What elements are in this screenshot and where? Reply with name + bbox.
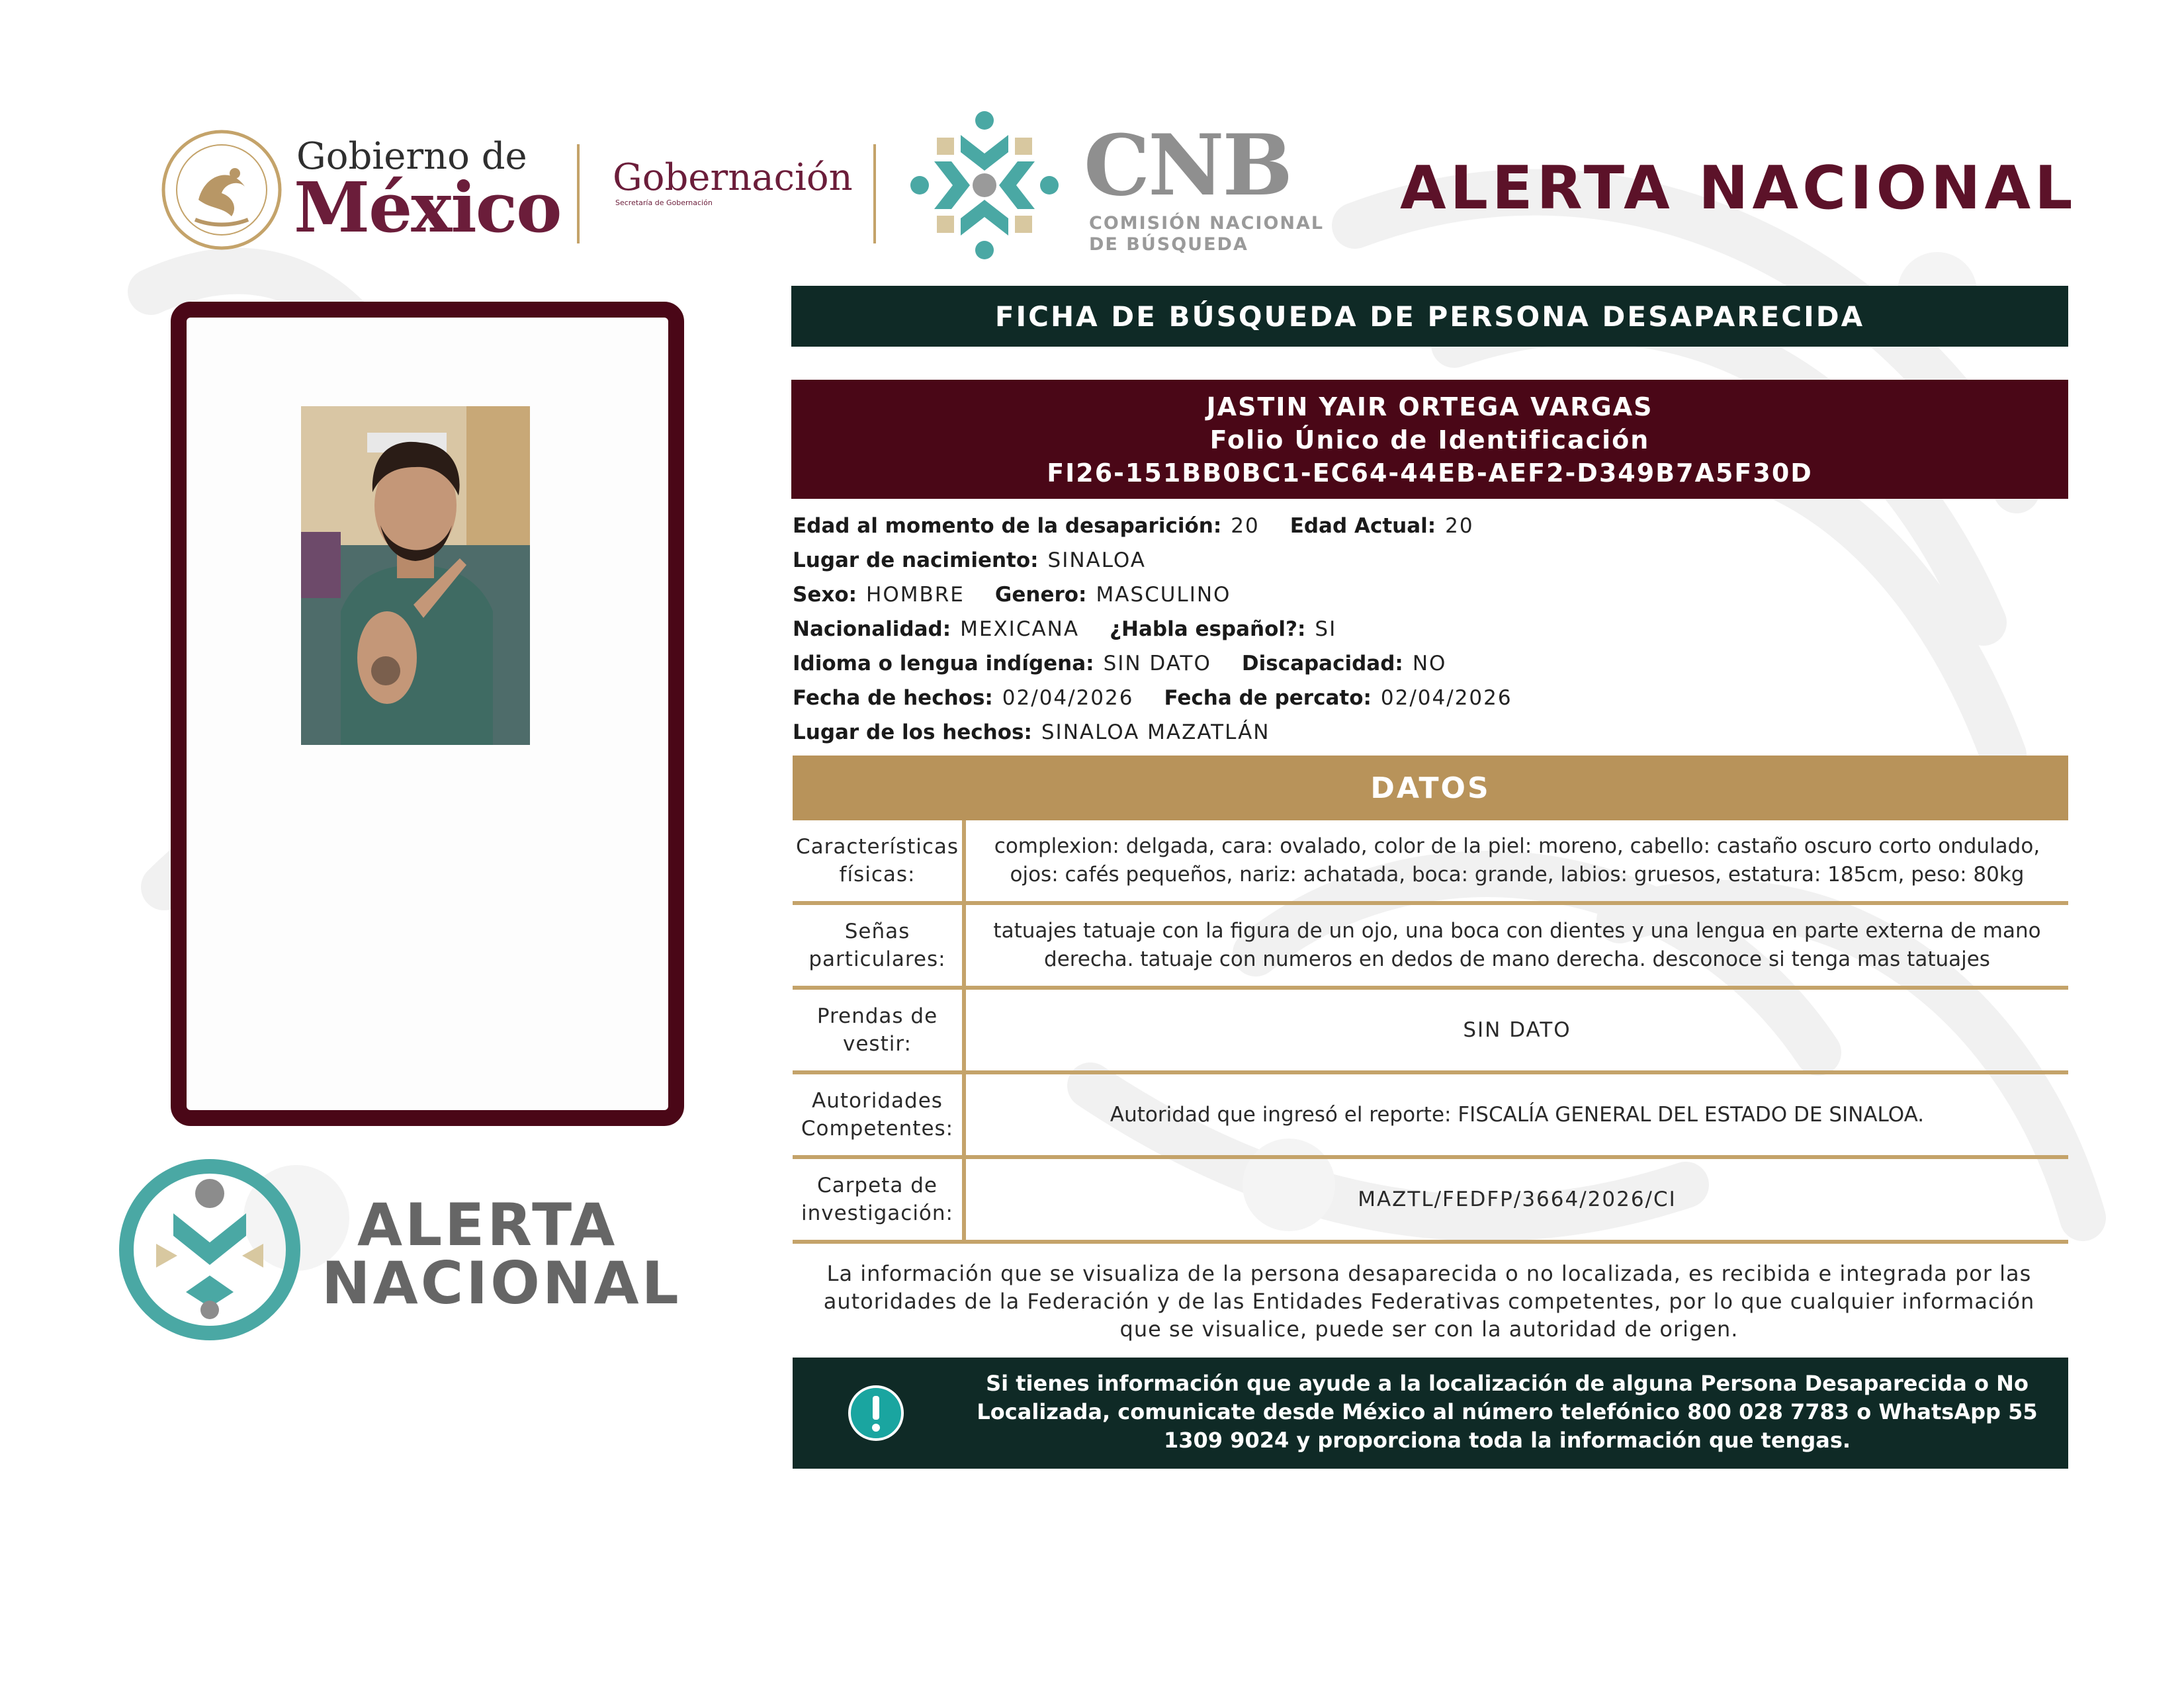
contact-text: Si tienes información que ayude a la localización de alguna Persona Desaparecida o No Localizada, comunicate desde México al número telefónico 800 028 7783 o WhatsApp 55 1309 9024 y proporciona toda la información que tengas. [977, 1371, 2038, 1453]
info-line-ages [793, 509, 2068, 542]
bottom-logo-line1: ALERTA [357, 1191, 618, 1259]
label-edad-desap: Edad al momento de la desaparición: [793, 514, 1222, 538]
ministry-title: Gobernación [613, 156, 853, 199]
header-divider [577, 144, 580, 243]
label-edad-actual: Edad Actual: [1289, 514, 1436, 538]
alerta-nacional-logo-icon [116, 1156, 303, 1343]
cnb-subtitle-line2: DE BÚSQUEDA [1089, 234, 1248, 255]
person-name: JASTIN YAIR ORTEGA VARGAS [1206, 392, 1653, 421]
gov-title-line1: Gobierno de [296, 135, 527, 178]
label-nacionalidad: Nacionalidad: [793, 617, 951, 641]
info-line-dates [793, 681, 2068, 714]
disclaimer-text: La información que se visualiza de la persona desaparecida o no localizada, es recibida e integrada por las autoridades de la Federación y de las Entidades Federativas competentes, por lo que cualquier información que se visualice, puede ser con la autoridad de origen. [823, 1261, 2035, 1342]
info-line-birthplace [793, 544, 2068, 577]
datos-row-label: Características físicas: [793, 820, 966, 901]
cnb-subtitle-line1: COMISIÓN NACIONAL [1089, 213, 1325, 234]
folio-label: Folio Único de Identificación [1209, 425, 1650, 454]
datos-row [793, 820, 2068, 905]
info-line-sex [793, 578, 2068, 611]
info-line-place [793, 716, 2068, 749]
datos-row-label: Señas particulares: [793, 905, 966, 986]
contact-bar [793, 1358, 2068, 1469]
value-sexo: HOMBRE [866, 583, 965, 607]
cnb-title: CNB [1084, 116, 1291, 214]
datos-row [793, 1159, 2068, 1244]
datos-row-label: Autoridades Competentes: [793, 1074, 966, 1155]
datos-row [793, 990, 2068, 1074]
value-fecha-hechos: 02/04/2026 [1002, 686, 1134, 710]
datos-row-value: Autoridad que ingresó el reporte: FISCALÍA GENERAL DEL ESTADO DE SINALOA. [1110, 1102, 1925, 1127]
header-divider [873, 144, 876, 243]
alert-title: ALERTA NACIONAL [1400, 153, 2077, 223]
ficha-title-bar: FICHA DE BÚSQUEDA DE PERSONA DESAPARECIDA [791, 286, 2068, 347]
value-espanol: SI [1315, 617, 1337, 641]
value-edad-actual: 20 [1445, 514, 1474, 538]
label-discapacidad: Discapacidad: [1241, 652, 1403, 675]
value-lugar-nac: SINALOA [1047, 548, 1146, 572]
label-fecha-percato: Fecha de percato: [1164, 686, 1372, 710]
datos-header: DATOS [793, 756, 2068, 820]
label-idioma: Idioma o lengua indígena: [793, 652, 1094, 675]
value-fecha-percato: 02/04/2026 [1380, 686, 1512, 710]
label-lugar-hechos: Lugar de los hechos: [793, 720, 1032, 744]
datos-row-label: Prendas de vestir: [793, 990, 966, 1070]
value-nacionalidad: MEXICANA [960, 617, 1080, 641]
folio-value: FI26-151BB0BC1-EC64-44EB-AEF2-D349B7A5F30D [1047, 458, 1813, 488]
person-photo [301, 406, 530, 745]
label-sexo: Sexo: [793, 583, 857, 607]
datos-row-value: MAZTL/FEDFP/3664/2026/CI [1358, 1187, 1677, 1211]
person-header [791, 380, 2068, 499]
exclamation-icon [847, 1384, 905, 1442]
value-idioma: SIN DATO [1103, 652, 1211, 675]
info-line-nationality [793, 613, 2068, 646]
datos-row-value: complexion: delgada, cara: ovalado, color de la piel: moreno, cabello: castaño oscuro corto ondulado, ojos: cafés pequeños, nariz: achatada, boca: grande, labios: gruesos, estatura: 185cm, peso: 80kg [994, 834, 2040, 887]
value-genero: MASCULINO [1096, 583, 1231, 607]
datos-row [793, 1074, 2068, 1159]
value-lugar-hechos: SINALOA MAZATLÁN [1041, 720, 1270, 744]
label-fecha-hechos: Fecha de hechos: [793, 686, 993, 710]
datos-row [793, 905, 2068, 990]
label-lugar-nac: Lugar de nacimiento: [793, 548, 1039, 572]
cnb-logo-icon [905, 106, 1064, 265]
gov-title-line2: México [294, 167, 561, 248]
info-line-language [793, 647, 2068, 680]
mexico-seal-icon [159, 127, 284, 253]
bottom-logo-line2: NACIONAL [322, 1249, 681, 1317]
value-discapacidad: NO [1412, 652, 1447, 675]
label-genero: Genero: [994, 583, 1087, 607]
ministry-subtitle: Secretaría de Gobernación [615, 198, 713, 207]
label-espanol: ¿Habla español?: [1110, 617, 1306, 641]
datos-row-label: Carpeta de investigación: [793, 1159, 966, 1240]
datos-row-value: SIN DATO [1463, 1017, 1571, 1042]
value-edad-desap: 20 [1231, 514, 1260, 538]
datos-row-value: tatuajes tatuaje con la figura de un ojo, una boca con dientes y una lengua en parte externa de mano derecha. tatuaje con numeros en dedos de mano derecha. desconoce si tenga mas tatuajes [993, 919, 2041, 971]
